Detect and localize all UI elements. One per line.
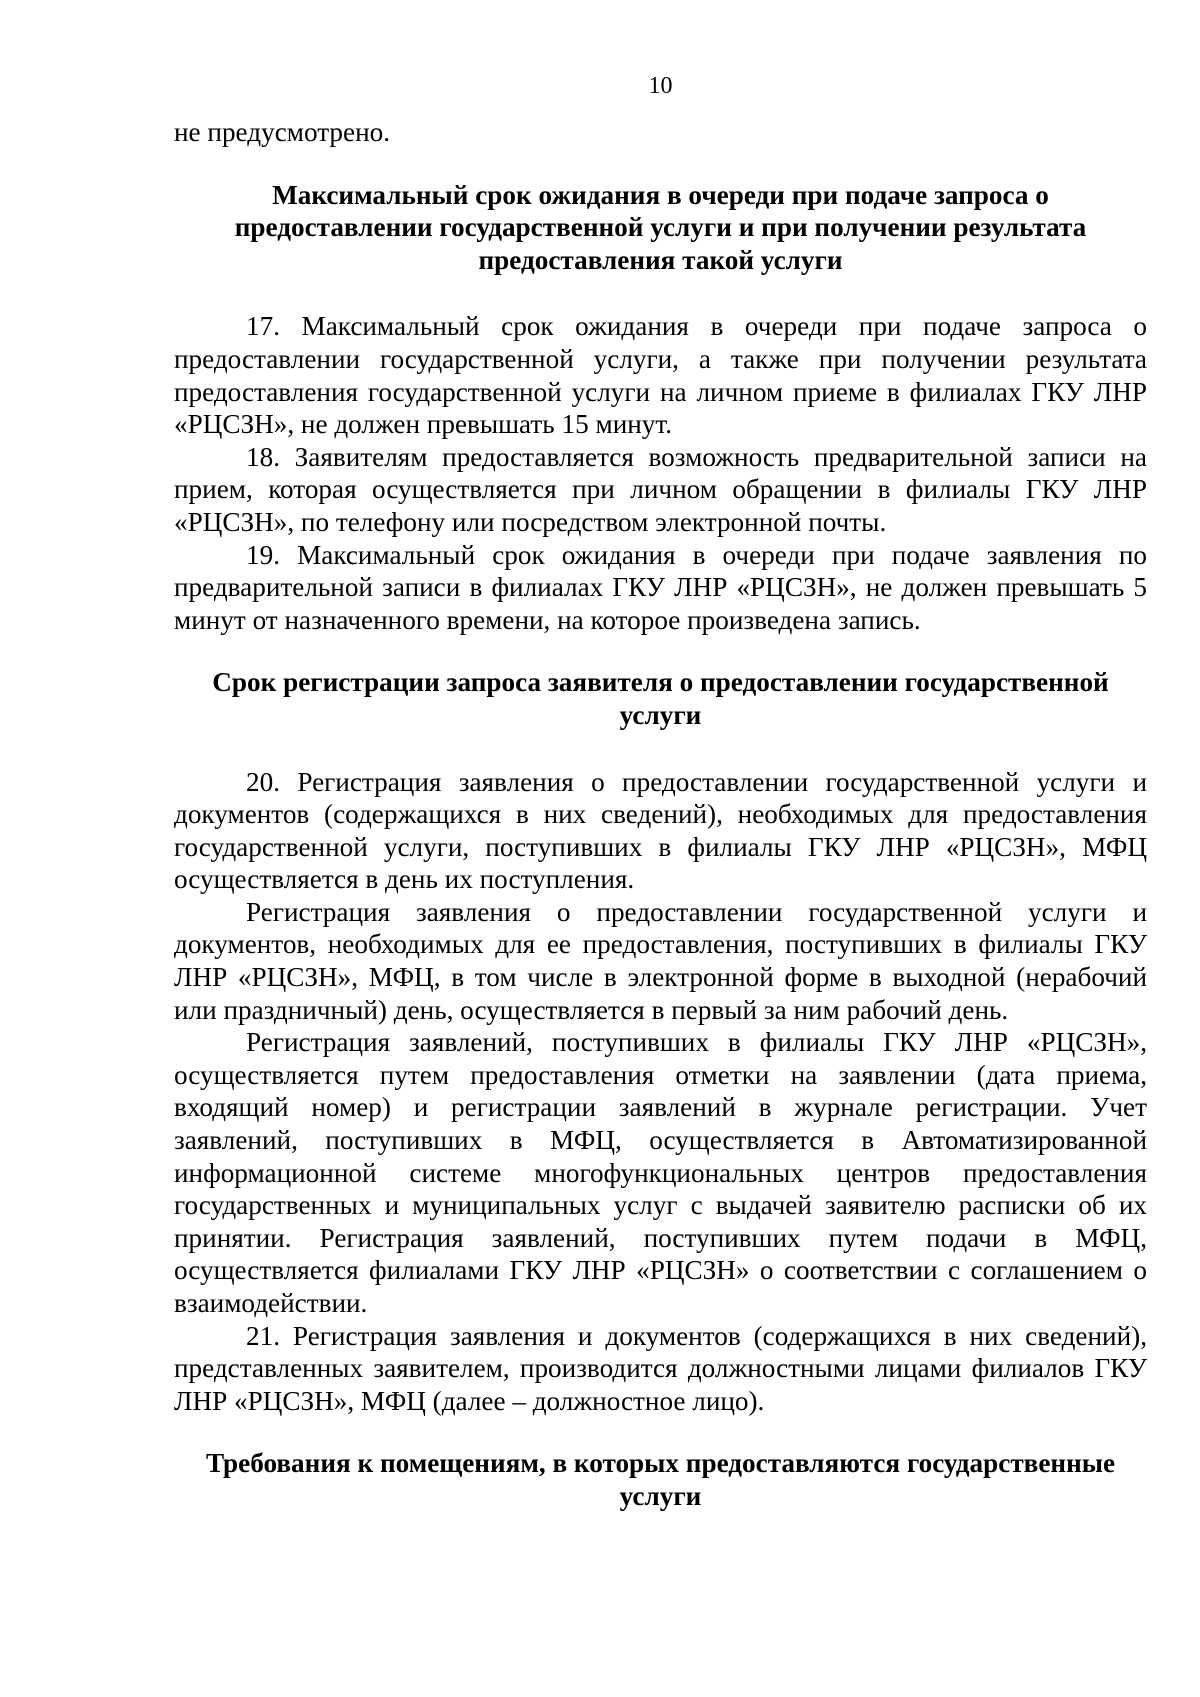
- paragraph-17: 17. Максимальный срок ожидания в очереди при подаче запроса о предоставлении государственной услуги, а также при получении результата предоставления государственной услуги на личном приеме в филиалах ГКУ ЛНР «РЦСЗН», не должен превышать 15 минут.: [174, 311, 1147, 440]
- paragraph-20-third: Регистрация заявлений, поступивших в филиалы ГКУ ЛНР «РЦСЗН», осуществляется путем предоставления отметки на заявлении (дата приема, входящий номер) и регистрации заявлений в журнале регистрации. Учет заявлений, поступивших в МФЦ, осуществляется в Автоматизированной информационной системе многофункциональных центров предоставления государственных и муниципальных услуг с выдачей заявителю расписки об их принятии. Регистрация заявлений, поступивших путем подачи в МФЦ, осуществляется филиалами ГКУ ЛНР «РЦСЗН» о соответствии с соглашением о взаимодействии.: [174, 1027, 1147, 1318]
- paragraph-20-second: Регистрация заявления о предоставлении государственной услуги и документов, необходимых для ее предоставления, поступивших в филиалы ГКУ ЛНР «РЦСЗН», МФЦ, в том числе в электронной форме в выходной (нерабочий или праздничный) день, осуществляется в первый за ним рабочий день.: [174, 896, 1147, 1025]
- document-page: [174, 0, 1147, 1697]
- paragraph-21: 21. Регистрация заявления и документов (содержащихся в них сведений), представленных заявителем, производится должностными лицами филиалов ГКУ ЛНР «РЦСЗН», МФЦ (далее – должностное лицо).: [174, 1320, 1147, 1416]
- document-body: [174, 116, 1147, 1513]
- paragraph-20: 20. Регистрация заявления о предоставлении государственной услуги и документов (содержащихся в них сведений), необходимых для предоставления государственной услуги, поступивших в филиалы ГКУ ЛНР «РЦСЗН», МФЦ осуществляется в день их поступления.: [174, 766, 1147, 895]
- paragraph-19: 19. Максимальный срок ожидания в очереди при подаче заявления по предварительной записи в филиалах ГКУ ЛНР «РЦСЗН», не должен превышать 5 минут от назначенного времени, на которое произведена запись.: [174, 539, 1147, 635]
- paragraph-18: 18. Заявителям предоставляется возможность предварительной записи на прием, которая осуществляется при личном обращении в филиалы ГКУ ЛНР «РЦСЗН», по телефону или посредством электронной почты.: [174, 441, 1147, 537]
- section-heading-registration-term: Срок регистрации запроса заявителя о предоставлении государственной услуги: [212, 667, 1109, 730]
- section-heading-queue-wait: Максимальный срок ожидания в очереди при подаче запроса о предоставлении государственной услуги и при получении результата предоставления такой услуги: [234, 179, 1087, 275]
- page-number: 10: [648, 73, 673, 99]
- lead-line: не предусмотрено.: [174, 117, 391, 147]
- section-heading-premises-requirements: Требования к помещениям, в которых предоставляются государственные услуги: [205, 1448, 1116, 1511]
